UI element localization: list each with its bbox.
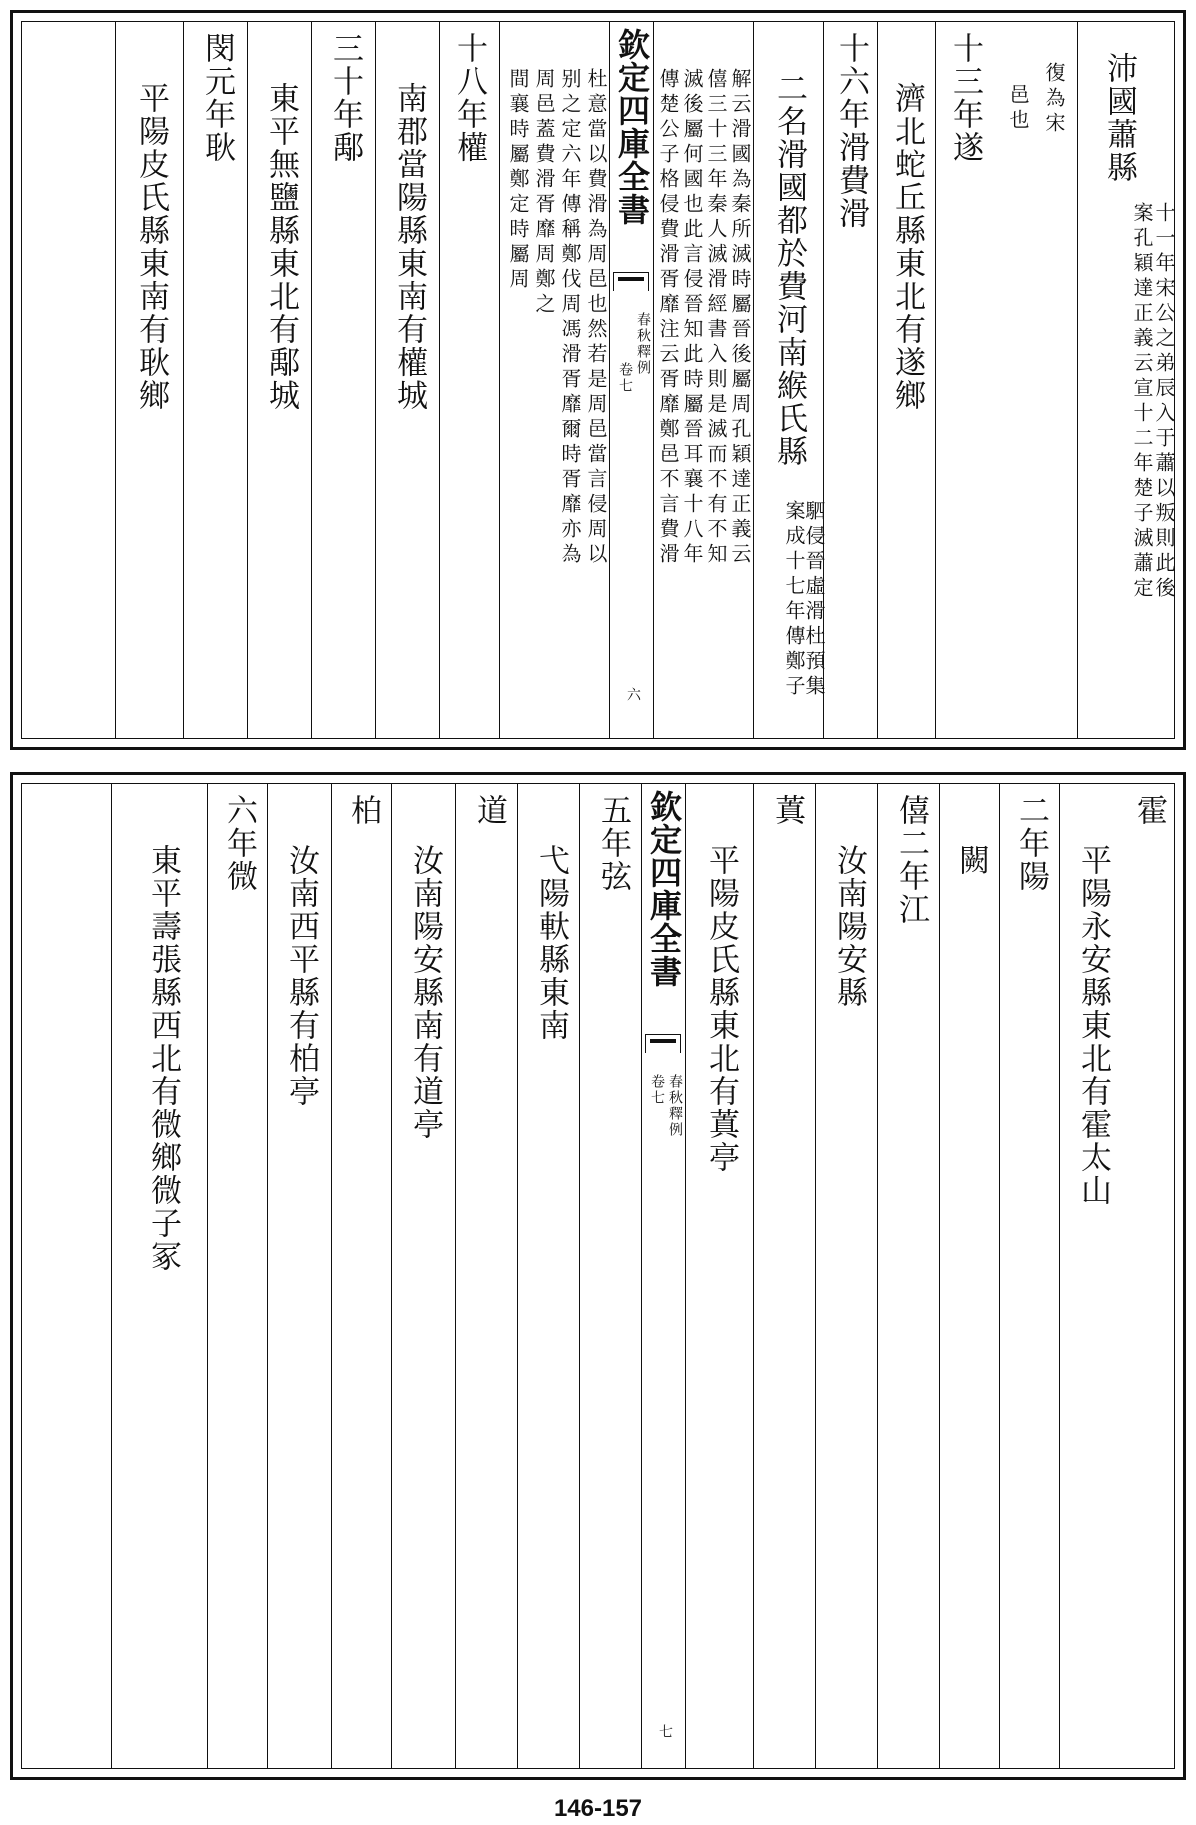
volume-label: 卷七 — [617, 362, 633, 394]
column-text: 平陽皮氏縣東北有蒖亭 — [703, 844, 739, 1174]
book-title: 欽定四庫全書 — [613, 28, 651, 226]
book-title: 欽定四庫全書 — [645, 790, 683, 988]
upper-page-frame — [21, 21, 1175, 739]
fish-tail-ornament — [613, 272, 649, 291]
leaf-number: 六 — [625, 687, 641, 701]
note-line-4: 間襄時屬鄭定時屬周 — [506, 68, 530, 293]
column-text: 平陽皮氏縣東南有耿鄉 — [133, 82, 169, 412]
column-4 — [939, 784, 1000, 1768]
leaf-number: 七 — [657, 1724, 673, 1738]
note-line-2: 駟侵晉虛滑杜預集 — [802, 500, 826, 700]
note-line-3: 周邑蓋費滑胥靡周鄭之 — [532, 68, 556, 318]
column-text: 東平壽張縣西北有微鄉微子冢 — [145, 844, 181, 1273]
center-band — [641, 784, 686, 1768]
column-11 — [247, 22, 312, 738]
column-text: 汝南陽安縣 — [831, 844, 867, 1009]
upper-page — [10, 10, 1186, 750]
column-9 — [375, 22, 440, 738]
column-text: 闕 — [953, 844, 989, 877]
column-text: 汝南西平縣有柏亭 — [283, 844, 319, 1108]
column-text: 六年微 — [221, 794, 257, 893]
column-1 — [1077, 22, 1174, 738]
column-11 — [455, 784, 518, 1768]
column-10 — [517, 784, 580, 1768]
column-text: 閔元年耿 — [199, 32, 235, 164]
lower-page — [10, 772, 1186, 1780]
note-line-2: 十一年宋公之弟辰入于蕭以叛則此後 — [1152, 202, 1176, 602]
note-line-1: 案成十七年傳鄭子 — [782, 500, 806, 700]
column-15 — [207, 784, 268, 1768]
column-text: 十八年權 — [451, 32, 487, 164]
column-text: 弋陽軑縣東南 — [533, 844, 569, 1042]
column-13 — [331, 784, 392, 1768]
volume-label: 卷七 — [649, 1074, 665, 1106]
column-13 — [115, 22, 184, 738]
column-text: 二名滑國都於費河南緱氏縣 — [771, 72, 807, 468]
column-text: 蒖 — [769, 794, 805, 827]
column-text: 二年陽 — [1013, 794, 1049, 893]
column-text: 濟北蛇丘縣東北有遂鄉 — [889, 82, 925, 412]
column-10 — [311, 22, 376, 738]
column-7 — [753, 784, 816, 1768]
column-text: 僖二年江 — [893, 794, 929, 926]
column-8 — [685, 784, 754, 1768]
column-text: 霍 — [1131, 794, 1167, 827]
column-text: 沛國蕭縣 — [1101, 52, 1137, 184]
book-subtitle: 春秋釋例 — [667, 1074, 683, 1138]
column-14 — [267, 784, 332, 1768]
column-text: 五年弦 — [595, 794, 631, 893]
column-9 — [579, 784, 642, 1768]
column-16 — [111, 784, 208, 1768]
column-text: 汝南陽安縣南有道亭 — [407, 844, 443, 1141]
center-band — [609, 22, 654, 738]
column-7 — [499, 22, 610, 738]
column-text: 南郡當陽縣東南有權城 — [391, 82, 427, 412]
column-1b — [1038, 22, 1078, 738]
column-2 — [1059, 784, 1124, 1768]
column-5 — [753, 22, 824, 738]
note-line-4: 傳楚公子格侵費滑胥靡注云胥靡鄭邑不言費滑 — [656, 68, 680, 568]
column-6 — [653, 22, 754, 738]
column-12 — [391, 784, 456, 1768]
column-text: 道 — [471, 794, 507, 827]
column-text: 東平無鹽縣東北有鄅城 — [263, 82, 299, 412]
column-4 — [823, 22, 878, 738]
page-caption: 146-157 — [553, 1795, 643, 1822]
column-6 — [815, 784, 878, 1768]
column-5 — [877, 784, 940, 1768]
column-text: 柏 — [345, 794, 381, 827]
column-text: 十六年滑費滑 — [833, 32, 869, 230]
note-line-2: 僖三十三年秦人滅滑經書入則是滅而不有不知 — [704, 68, 728, 568]
column-8 — [439, 22, 500, 738]
column-12 — [183, 22, 248, 738]
book-subtitle: 春秋釋例 — [635, 312, 651, 376]
column-text: 十三年遂 — [947, 32, 983, 164]
column-3 — [999, 784, 1060, 1768]
note-line-1: 解云滑國為秦所滅時屬晉後屬周孔穎達正義云 — [728, 68, 752, 568]
lower-page-frame — [21, 783, 1175, 1769]
column-text: 平陽永安縣東北有霍太山 — [1075, 844, 1111, 1207]
column-text: 三十年鄅 — [327, 32, 363, 164]
note-line-3: 滅後屬何國也此言侵晉知此時屬晉耳襄十八年 — [680, 68, 704, 568]
column-1 — [1124, 784, 1174, 1768]
note-trail-1: 復為宋 — [1042, 62, 1066, 137]
note-line-1: 案孔穎達正義云宣十二年楚子滅蕭定 — [1130, 202, 1154, 602]
column-3 — [877, 22, 936, 738]
note-line-1: 杜意當以費滑為周邑也然若是周邑當言侵周以 — [584, 68, 608, 568]
note-line-2: 别之定六年傳稱鄭伐周馮滑胥靡爾時胥靡亦為 — [558, 68, 582, 568]
note-trail-2: 邑也 — [1006, 84, 1030, 134]
column-2 — [935, 22, 994, 738]
fish-tail-ornament — [645, 1034, 681, 1053]
